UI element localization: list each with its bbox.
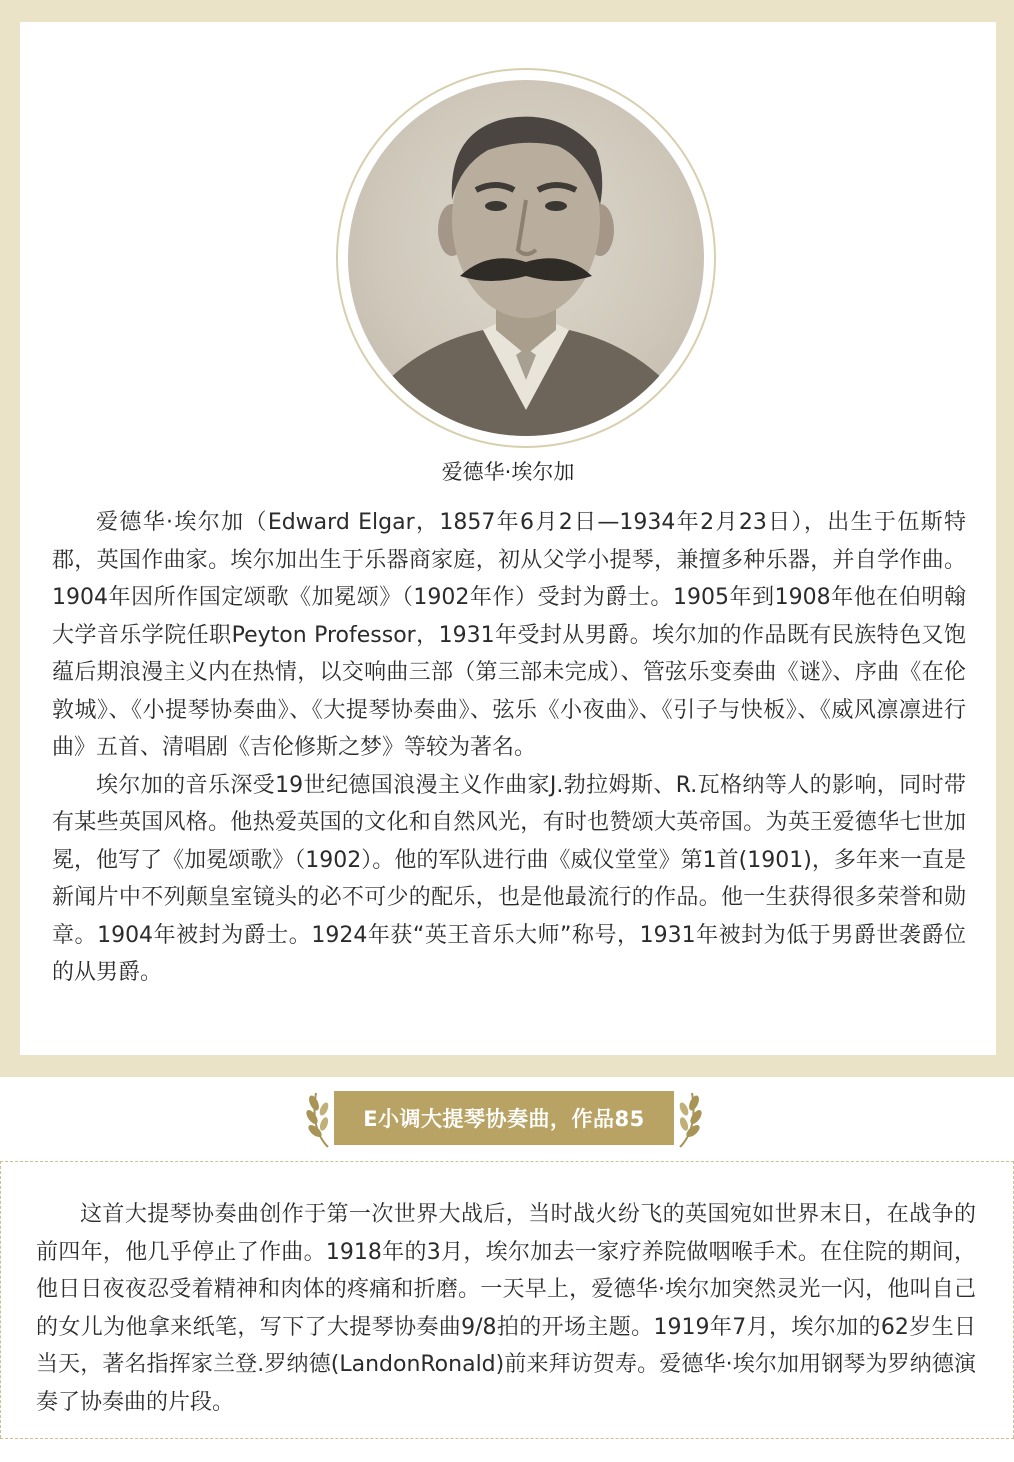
section-header xyxy=(0,1085,1014,1151)
bio-paragraph: 爱德华·埃尔加（Edward Elgar，1857年6月2日—1934年2月23日），出生于伍斯特郡，英国作曲家。埃尔加出生于乐器商家庭，初从父学小提琴，兼擅多种乐器，并自学作曲。1904年因所作国定颂歌《加冕颂》（1902年作）受封为爵士。1905年到1908年他在伯明翰大学音乐学院任职Peyton Professor，1931年受封从男爵。埃尔加的作品既有民族特色又饱蕴后期浪漫主义内在热情，以交响曲三部（第三部未完成）、管弦乐变奏曲《谜》、序曲《在伦敦城》、《小提琴协奏曲》、《大提琴协奏曲》、弦乐《小夜曲》、《引子与快板》、《威风凛凛进行曲》五首、清唱剧《吉伦修斯之梦》等较为著名。 xyxy=(52,510,966,760)
portrait-photo xyxy=(348,80,704,436)
section-title-banner xyxy=(334,1091,674,1145)
profile-card xyxy=(20,22,996,1055)
section-title: E小调大提琴协奏曲，作品85 xyxy=(363,1107,645,1131)
concerto-description xyxy=(36,1196,976,1421)
portrait-illustration xyxy=(348,80,704,436)
concerto-paragraph: 这首大提琴协奏曲创作于第一次世界大战后，当时战火纷飞的英国宛如世界末日，在战争的前四年，他几乎停止了作曲。1918年的3月，埃尔加去一家疗养院做咽喉手术。在住院的期间，他日日夜夜忍受着精神和肉体的疼痛和折磨。一天早上，爱德华·埃尔加突然灵光一闪，他叫自己的女儿为他拿来纸笔，写下了大提琴协奏曲9/8拍的开场主题。1919年7月，埃尔加的62岁生日当天，著名指挥家兰登.罗纳德(LandonRonald)前来拜访贺寿。爱德华·埃尔加用钢琴为罗纳德演奏了协奏曲的片段。 xyxy=(36,1202,976,1415)
dashed-border-top xyxy=(0,1161,1014,1162)
portrait-frame xyxy=(336,68,716,448)
composer-name: 爱德华·埃尔加 xyxy=(441,460,575,484)
dashed-border-bottom xyxy=(0,1438,1014,1439)
laurel-right-icon xyxy=(672,1089,706,1149)
dashed-border-left xyxy=(0,1161,1,1438)
bio-paragraph: 埃尔加的音乐深受19世纪德国浪漫主义作曲家J.勃拉姆斯、R.瓦格纳等人的影响，同时带有某些英国风格。他热爱英国的文化和自然风光，有时也赞颂大英帝国。为英王爱德华七世加冕，他写了《加冕颂歌》（1902）。他的军队进行曲《威仪堂堂》第1首(1901)，多年来一直是新闻片中不列颠皇室镜头的必不可少的配乐，也是他最流行的作品。他一生获得很多荣誉和勋章。1904年被封为爵士。1924年获“英王音乐大师”称号，1931年被封为低于男爵世袭爵位的从男爵。 xyxy=(52,772,966,985)
composer-bio xyxy=(52,504,966,992)
laurel-left-icon xyxy=(302,1089,336,1149)
